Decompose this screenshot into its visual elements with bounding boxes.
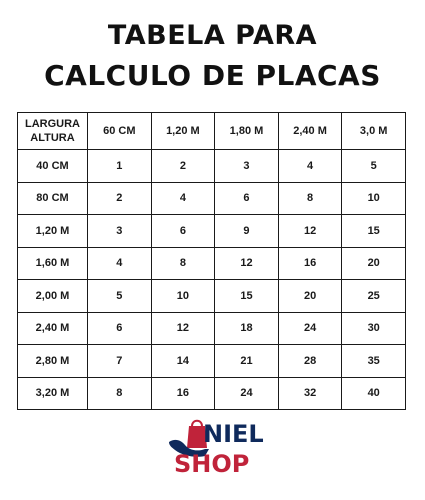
logo-word-niel: NIEL [203,420,264,448]
table-cell: 24 [278,312,342,345]
table-cell: 5 [88,280,152,313]
table-cell: 2 [151,150,215,183]
placas-table [17,112,406,410]
table-cell: 5 [342,150,406,183]
table-row [18,215,406,248]
corner-cell [18,113,88,150]
table-cell: 4 [88,247,152,280]
table-row [18,247,406,280]
row-label: 1,20 M [18,215,88,248]
column-header: 1,20 M [151,113,215,150]
corner-label-altura: ALTURA [30,132,75,144]
column-header: 60 CM [88,113,152,150]
row-label: 40 CM [18,150,88,183]
table-cell: 10 [151,280,215,313]
table-cell: 32 [278,377,342,410]
row-label: 3,20 M [18,377,88,410]
table-header-row [18,113,406,150]
table-cell: 21 [215,345,279,378]
table-cell: 25 [342,280,406,313]
corner-label-largura: LARGURA [25,118,80,130]
table-cell: 12 [215,247,279,280]
table-cell: 6 [215,182,279,215]
table-cell: 30 [342,312,406,345]
table-cell: 8 [88,377,152,410]
table-cell: 2 [88,182,152,215]
table-cell: 7 [88,345,152,378]
table-row [18,345,406,378]
table-cell: 40 [342,377,406,410]
table-cell: 16 [151,377,215,410]
table-cell: 15 [342,215,406,248]
table-cell: 6 [151,215,215,248]
table-row [18,280,406,313]
table-cell: 8 [151,247,215,280]
table-cell: 15 [215,280,279,313]
logo-word-shop: SHOP [174,450,250,478]
column-header: 1,80 M [215,113,279,150]
table-cell: 6 [88,312,152,345]
table-cell: 4 [151,182,215,215]
table-cell: 18 [215,312,279,345]
row-label: 80 CM [18,182,88,215]
niel-shop-logo [165,412,265,492]
table-cell: 24 [215,377,279,410]
title-line-1: TABELA PARA [107,20,318,51]
table-cell: 3 [88,215,152,248]
table-cell: 16 [278,247,342,280]
row-label: 2,80 M [18,345,88,378]
table-cell: 35 [342,345,406,378]
table-cell: 9 [215,215,279,248]
table-cell: 10 [342,182,406,215]
row-label: 2,00 M [18,280,88,313]
table-cell: 4 [278,150,342,183]
table-row [18,150,406,183]
table-row [18,182,406,215]
table-cell: 20 [342,247,406,280]
table-cell: 3 [215,150,279,183]
row-label: 1,60 M [18,247,88,280]
table-cell: 12 [151,312,215,345]
column-header: 3,0 M [342,113,406,150]
table-cell: 20 [278,280,342,313]
row-label: 2,40 M [18,312,88,345]
column-header: 2,40 M [278,113,342,150]
table-row [18,377,406,410]
table-row [18,312,406,345]
table-cell: 14 [151,345,215,378]
table-cell: 12 [278,215,342,248]
table-cell: 8 [278,182,342,215]
title-line-2: CALCULO DE PLACAS [44,59,381,92]
table-cell: 1 [88,150,152,183]
table-cell: 28 [278,345,342,378]
